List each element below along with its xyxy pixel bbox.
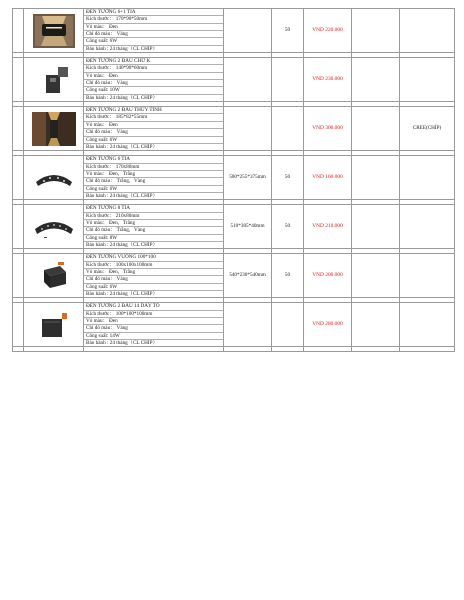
description-cell [84,58,224,102]
price-cell-text: VND 220.000 [312,26,343,33]
product-image-cell [24,205,84,249]
spacer-cell [84,347,224,352]
spec-line: Chỉ đỏ màu： Vàng [84,325,223,332]
spec-line: Bảo hành : 24 tháng（CL CHÍP） [86,241,158,248]
product-image-cell [24,156,84,200]
quantity-cell [272,156,304,200]
price-cell [304,107,352,151]
carton-size-cell-text: 510*305*40mm [230,223,265,230]
extra-cell [352,205,400,249]
product-name: ĐÈN TƯỜNG 2 ĐẦU 14 DÂY TÓ [84,303,223,310]
product-image-cell [24,9,84,53]
table-row [13,58,455,102]
description-cell [84,254,224,298]
price-cell [304,254,352,298]
table-row [13,205,455,249]
quantity-cell [272,254,304,298]
index-cell [13,107,24,151]
wall-light-glass-icon [32,112,76,146]
price-sheet [12,8,454,352]
index-cell [13,205,24,249]
product-image-cell [24,303,84,347]
price-cell-text: VND 280.000 [312,321,343,328]
product-name: ĐÈN TƯỜNG VUÔNG 100*100 [84,254,223,261]
index-cell [13,254,24,298]
spec-line: Chỉ đỏ màu： Vàng [84,276,223,283]
description-cell [84,9,224,53]
spacer-cell [352,347,400,352]
table-row [13,107,455,151]
product-name: ĐÈN TƯỜNG 2 ĐẦU THỦY TINH [84,107,223,114]
carton-size-cell [224,156,272,200]
extra-cell [352,303,400,347]
table-row [13,9,455,53]
spacer-row [13,347,455,352]
spec-line: Kích thước： 185*82*55mm [84,114,223,121]
spacer-cell [24,347,84,352]
description-cell [84,156,224,200]
spec-line: Kích thước： 140*90*60mm [84,65,223,72]
spacer-cell [304,347,352,352]
product-name: ĐÈN TƯỜNG 6 TIA [84,156,223,163]
wall-light-k-icon [34,63,74,97]
spec-line: Chỉ đỏ màu： Vàng [84,31,223,38]
price-cell [304,58,352,102]
price-cell [304,9,352,53]
spec-line: Công suất: 6W [84,284,223,291]
spec-line: Công suất: 14W [84,333,223,340]
spec-line: Công suất: 6W [84,137,223,144]
spec-line: Công suất: 6W [84,38,223,45]
quantity-cell [272,58,304,102]
spec-line: Chỉ đỏ màu： Vàng [84,129,223,136]
spec-line: Vỏ màu： Đen，Trắng [84,171,223,178]
chip-brand-cell-text: CREE(CHÍP) [412,125,442,132]
quantity-cell [272,303,304,347]
carton-size-cell [224,58,272,102]
spec-line: Vỏ màu： Đen [84,73,223,80]
quantity-cell [272,107,304,151]
spec-line: Vỏ màu： Đen，Trắng [84,269,223,276]
price-cell-text: VND 160.000 [312,174,343,181]
price-cell-text: VND 300.000 [312,124,343,131]
carton-size-cell [224,9,272,53]
quantity-cell-text: 50 [284,26,291,33]
chip-brand-cell [400,254,455,298]
price-cell-text: VND 210.000 [312,223,343,230]
spec-line: Công suất: 8W [84,235,223,242]
price-cell [304,303,352,347]
quantity-cell [272,9,304,53]
product-image-cell [24,107,84,151]
extra-cell [352,9,400,53]
quantity-cell-text: 50 [284,223,291,230]
spec-line: Bảo hành : 24 tháng（CL CHÍP） [86,340,158,347]
table-row [13,254,455,298]
chip-brand-cell [400,9,455,53]
index-cell [13,58,24,102]
price-cell-text: VND 230.000 [312,75,343,82]
table-row [13,156,455,200]
wall-light-square-icon [34,260,74,292]
extra-cell [352,254,400,298]
chip-brand-cell [400,303,455,347]
carton-size-cell-text: 500*255*375mm [229,174,266,181]
quantity-cell-text: 50 [284,272,291,279]
description-cell [84,107,224,151]
price-cell [304,205,352,249]
spec-line: Chỉ đỏ màu： Trắng，Vàng [84,227,223,234]
spec-line: Chỉ đỏ màu： Vàng [84,80,223,87]
wall-light-6plus1-icon [33,14,75,48]
index-cell [13,156,24,200]
index-cell [13,9,24,53]
extra-cell [352,107,400,151]
spec-line: Bảo hành : 24 tháng（CL CHÍP） [86,291,158,298]
spacer-cell [400,347,455,352]
spec-line: Kích thước： 100*100*100mm [84,311,223,318]
spec-line: Bảo hành : 24 tháng（CL CHÍP） [86,143,158,150]
spec-line: Vỏ màu： Đen [84,24,223,31]
product-table [12,8,455,352]
spec-line: Kích thước： 100x100x100mm [84,262,223,269]
description-cell [84,303,224,347]
spacer-cell [13,347,24,352]
spec-line: Vỏ màu： Đen [84,318,223,325]
spec-line: Bảo hành : 24 tháng（CL CHÍP） [86,192,158,199]
spec-line: Vỏ màu： Đen [84,122,223,129]
price-cell-text: VND 200.000 [312,272,343,279]
spacer-cell [224,347,272,352]
price-cell [304,156,352,200]
chip-brand-cell [400,58,455,102]
quantity-cell [272,205,304,249]
spec-line: Kích thước： 170*90*50mm [84,16,223,23]
spec-line: Công suất: 6W [84,186,223,193]
quantity-cell-text: 50 [284,174,291,181]
spec-line: Vỏ màu： Đen，Trắng [84,220,223,227]
product-image-cell [24,254,84,298]
wall-light-14w-icon [34,309,74,341]
product-image-cell [24,58,84,102]
carton-size-cell-text: 540*230*540mm [229,272,266,279]
spacer-cell [272,347,304,352]
carton-size-cell [224,303,272,347]
chip-brand-cell [400,156,455,200]
product-name: ĐÈN TƯỜNG 6+1 TIA [84,9,223,16]
spec-line: Công suất: 10W [84,87,223,94]
carton-size-cell [224,107,272,151]
spec-line: Kích thước： 210x80mm [84,213,223,220]
carton-size-cell [224,254,272,298]
product-name: ĐÈN TƯỜNG 2 ĐẦU CHỮ K [84,58,223,65]
spec-line: Chỉ đỏ màu： Trắng，Vàng [84,178,223,185]
chip-brand-cell [400,107,455,151]
product-name: ĐÈN TƯỜNG 8 TIA [84,205,223,212]
description-cell [84,205,224,249]
extra-cell [352,156,400,200]
spec-line: Kích thước： 170x80mm [84,164,223,171]
spec-line: Bảo hành : 24 tháng（CL CHÍP） [86,94,158,101]
carton-size-cell [224,205,272,249]
spec-line: Bảo hành : 24 tháng（CL CHÍP） [86,45,158,52]
chip-brand-cell [400,205,455,249]
table-row [13,303,455,347]
wall-light-6-beam-icon [32,164,76,192]
wall-light-8-beam-icon [32,213,76,241]
index-cell [13,303,24,347]
extra-cell [352,58,400,102]
